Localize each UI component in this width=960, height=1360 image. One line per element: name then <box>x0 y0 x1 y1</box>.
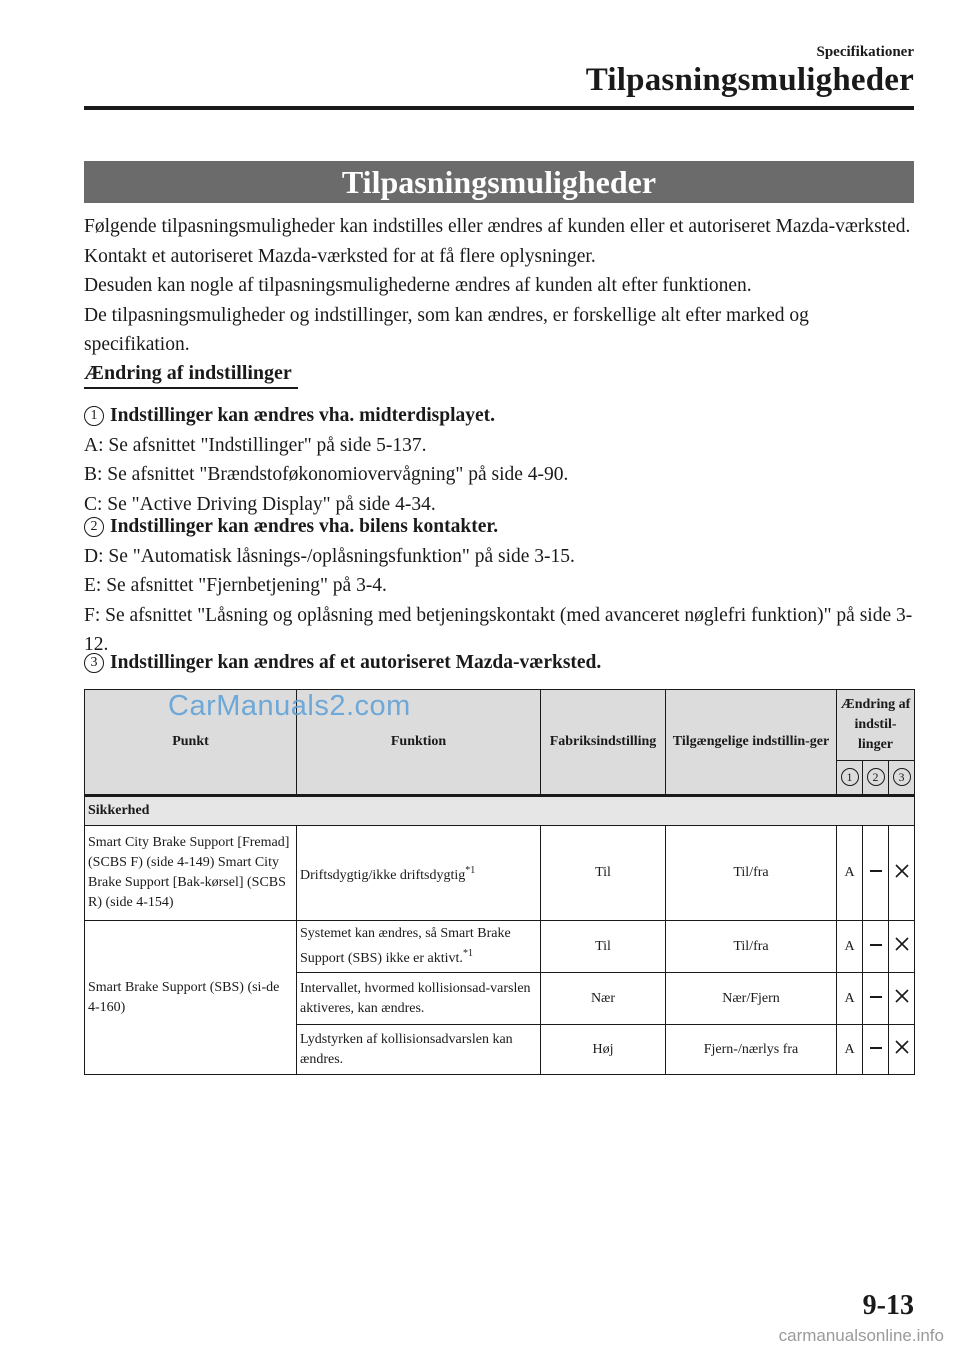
settings-group-3 <box>84 648 914 678</box>
group-heading: Indstillinger kan ændres af et autoriseret Mazda-værksted. <box>110 652 602 673</box>
cell-method-3 <box>889 826 915 921</box>
column-header-punkt: Punkt <box>85 690 297 796</box>
reference-line: C: Se "Active Driving Display" på side 4-34. <box>84 493 436 515</box>
cell-tilgaengelige: Til/fra <box>666 921 837 973</box>
section-name: Specifikationer <box>816 44 914 60</box>
category-row: Sikkerhed <box>85 796 915 826</box>
footer-watermark: carmanualsonline.info <box>778 1326 944 1345</box>
column-header-tilgaengelige: Tilgængelige indstillin-ger <box>666 690 837 796</box>
cell-fabrik: Til <box>541 826 666 921</box>
cell-method-1: A <box>837 1025 863 1075</box>
cell-method-1: A <box>837 973 863 1025</box>
cell-tilgaengelige: Fjern-/nærlys fra <box>666 1025 837 1075</box>
group-heading: Indstillinger kan ændres vha. bilens kontakter. <box>110 516 499 537</box>
cell-method-2 <box>863 826 889 921</box>
cell-method-3 <box>889 921 915 973</box>
circled-number-icon: 1 <box>841 768 859 786</box>
subheading: Ændring af indstillinger <box>84 362 298 389</box>
cell-punkt: Smart Brake Support (SBS) (si-de 4-160) <box>85 921 297 1075</box>
reference-line: F: Se afsnittet "Låsning og oplåsning med betjeningskontakt (med avanceret nøglefri funktion)" på side 3-12. <box>84 604 913 655</box>
cell-method-3 <box>889 973 915 1025</box>
cell-method-3 <box>889 1025 915 1075</box>
intro-paragraph: De tilpasningsmuligheder og indstillinger, som kan ændres, er forskellige alt efter marked og specifikation. <box>84 304 809 355</box>
intro-paragraph: Følgende tilpasningsmuligheder kan indstilles eller ændres af kunden eller et autoriseret Mazda-værksted. Kontakt et autoriseret Mazda-værksted for at få flere oplysninger. <box>84 216 911 267</box>
circled-number-icon: 2 <box>84 517 104 537</box>
intro-text <box>84 212 914 360</box>
cell-funktion: Intervallet, hvormed kollisionsad-varslen aktiveres, kan ændres. <box>297 973 541 1025</box>
dash-icon <box>870 1047 882 1049</box>
intro-paragraph: Desuden kan nogle af tilpasningsmulighederne ændres af kunden alt efter funktionen. <box>84 275 752 296</box>
cell-tilgaengelige: Nær/Fjern <box>666 973 837 1025</box>
cross-icon <box>894 988 910 1004</box>
dash-icon <box>870 870 882 872</box>
cell-method-1: A <box>837 826 863 921</box>
table-row <box>85 826 915 921</box>
cell-fabrik: Nær <box>541 973 666 1025</box>
customization-table <box>84 689 915 1075</box>
dash-icon <box>870 996 882 998</box>
header-rule <box>84 106 914 110</box>
circled-number-icon: 2 <box>867 768 885 786</box>
cell-punkt: Smart City Brake Support [Fremad] (SCBS F) (side 4-149) Smart City Brake Support [Bak-kørsel] (SCBS R) (side 4-154) <box>85 826 297 921</box>
cell-method-2 <box>863 921 889 973</box>
cross-icon <box>894 1039 910 1055</box>
cell-funktion: Driftsdygtig/ikke driftsdygtig$^{*1}$ <box>297 826 541 921</box>
page-number: 9-13 <box>862 1290 914 1321</box>
cell-fabrik: Til <box>541 921 666 973</box>
settings-group-1 <box>84 401 914 519</box>
circled-number-icon: 3 <box>84 653 104 673</box>
circled-number-icon: 1 <box>84 406 104 426</box>
column-header-aendring: Ændring af indstil-linger <box>837 690 915 761</box>
dash-icon <box>870 944 882 946</box>
section-banner: Tilpasningsmuligheder <box>84 161 914 203</box>
column-header-funktion: Funktion <box>297 690 541 796</box>
circled-number-icon: 3 <box>893 768 911 786</box>
reference-line: D: Se "Automatisk låsnings-/oplåsningsfunktion" på side 3-15. <box>84 545 575 567</box>
reference-line: A: Se afsnittet "Indstillinger" på side 5-137. <box>84 434 427 456</box>
cell-method-2 <box>863 1025 889 1075</box>
cross-icon <box>894 863 910 879</box>
cell-funktion: Systemet kan ændres, så Smart Brake Support (SBS) ikke er aktivt.$^{*1}$ <box>297 921 541 973</box>
page-header-title: Tilpasningsmuligheder <box>585 62 914 98</box>
reference-line: E: Se afsnittet "Fjernbetjening" på 3-4. <box>84 575 387 596</box>
watermark-text: CarManuals2.com <box>168 690 411 722</box>
cell-tilgaengelige: Til/fra <box>666 826 837 921</box>
settings-group-2 <box>84 512 914 660</box>
cell-fabrik: Høj <box>541 1025 666 1075</box>
cell-method-1: A <box>837 921 863 973</box>
group-heading: Indstillinger kan ændres vha. midterdisplayet. <box>110 405 496 426</box>
table-row <box>85 921 915 973</box>
cross-icon <box>894 936 910 952</box>
column-header-fabriksindstilling: Fabriksindstilling <box>541 690 666 796</box>
cell-funktion: Lydstyrken af kollisionsadvarslen kan ændres. <box>297 1025 541 1075</box>
reference-line: B: Se afsnittet "Brændstoføkonomiovervågning" på side 4-90. <box>84 464 569 485</box>
cell-method-2 <box>863 973 889 1025</box>
